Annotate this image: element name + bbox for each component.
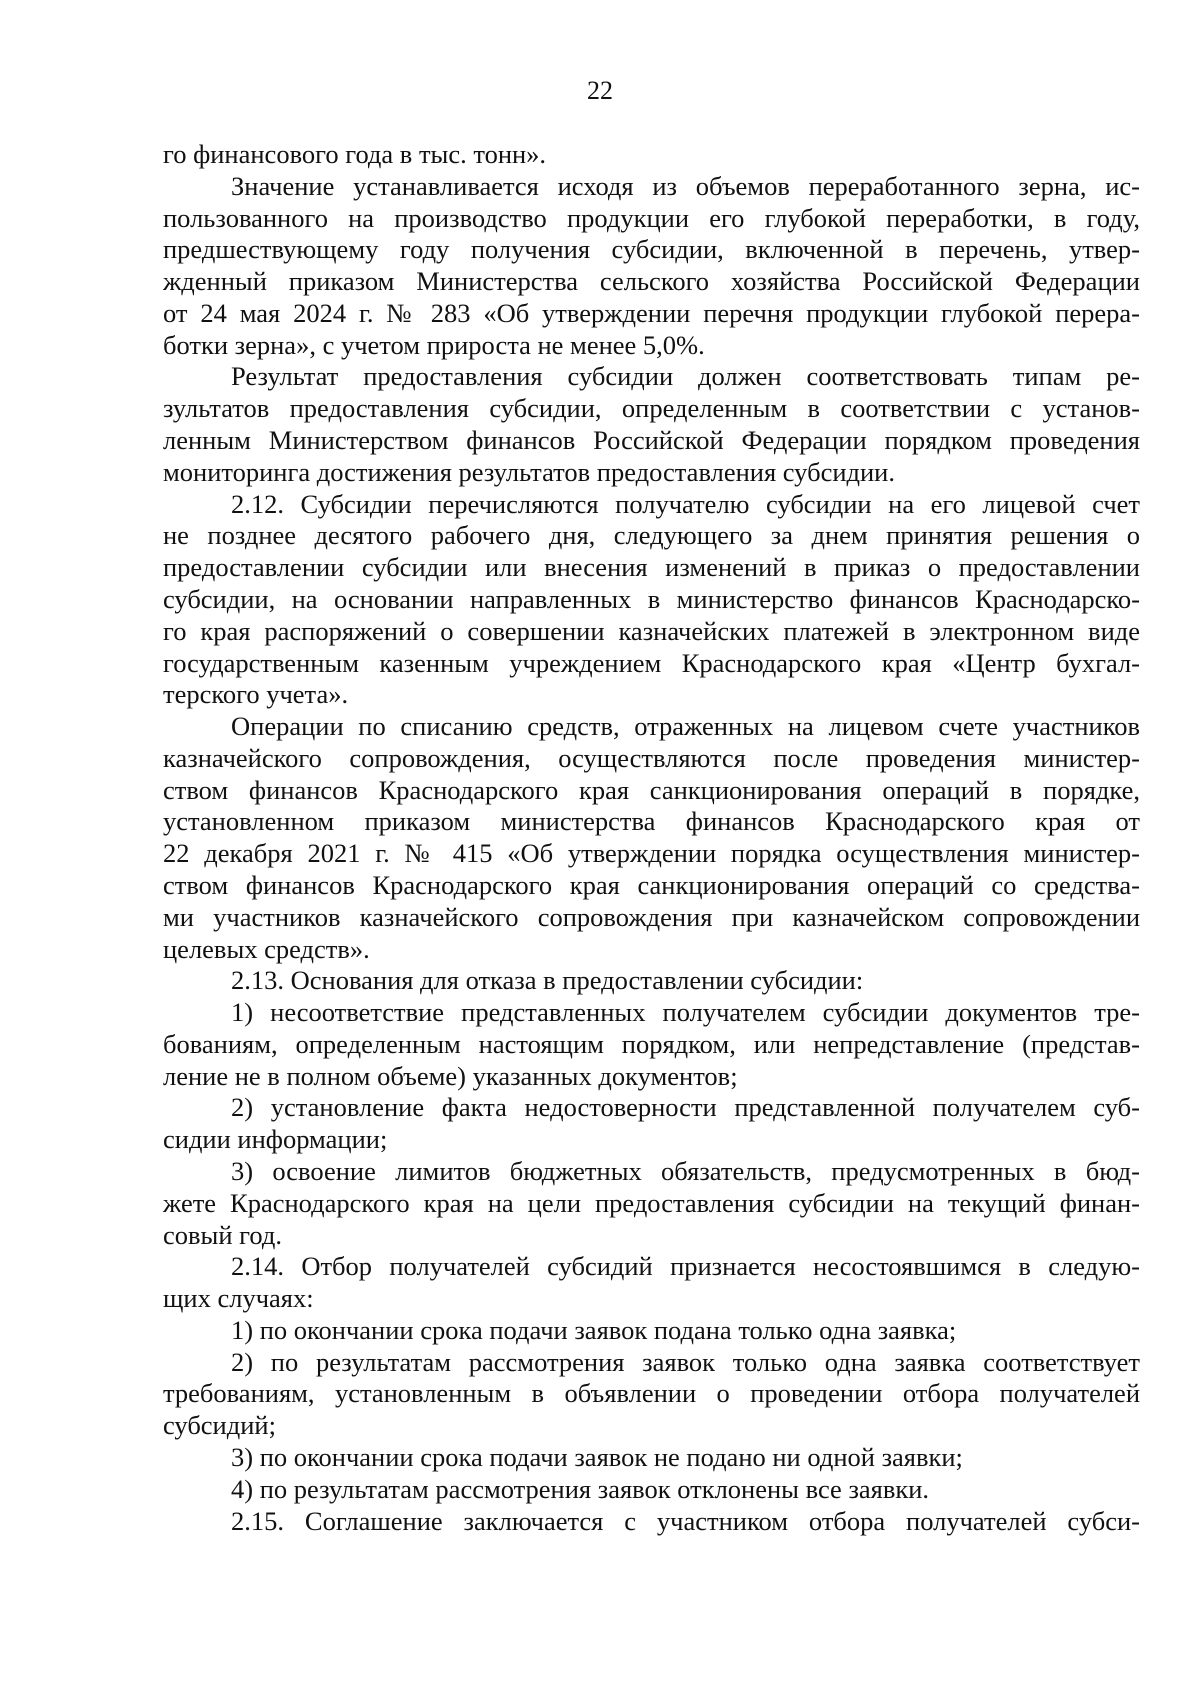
text-line: целевых средств». xyxy=(163,933,370,964)
text-line: мониторинга достижения результатов предоставления субсидии. xyxy=(163,456,895,487)
text-line: субсидий; xyxy=(163,1410,276,1441)
text-line: 1) несоответствие представленных получателем субсидии документов тре- xyxy=(231,997,1140,1028)
text-line: Операции по списанию средств, отраженных на лицевом счете участников xyxy=(231,711,1140,742)
text-line: предоставлении субсидии или внесения изменений в приказ о предоставлении xyxy=(163,552,1140,583)
text-line: зультатов предоставления субсидии, определенным в соответствии с установ- xyxy=(163,393,1140,424)
text-line: жете Краснодарского края на цели предоставления субсидии на текущий финан- xyxy=(163,1187,1140,1218)
text-line: бованиям, определенным настоящим порядком, или непредставление (представ- xyxy=(163,1028,1140,1059)
text-line: ством финансов Краснодарского края санкционирования операций в порядке, xyxy=(163,774,1140,805)
text-line: 2.13. Основания для отказа в предоставлении субсидии: xyxy=(231,965,864,996)
text-line: го края распоряжений о совершении казначейских платежей в электронном виде xyxy=(163,615,1140,646)
text-line: 3) по окончании срока подачи заявок не подано ни одной заявки; xyxy=(231,1442,963,1473)
text-line: государственным казенным учреждением Краснодарского края «Центр бухгал- xyxy=(163,647,1140,678)
text-line: 2) установление факта недостоверности представленной получателем суб- xyxy=(231,1092,1140,1123)
text-line: 2.12. Субсидии перечисляются получателю субсидии на его лицевой счет xyxy=(231,488,1140,519)
text-line: ботки зерна», с учетом прироста не менее 5,0%. xyxy=(163,329,705,360)
text-line: требованиям, установленным в объявлении о проведении отбора получателей xyxy=(163,1378,1140,1409)
text-line: не позднее десятого рабочего дня, следующего за днем принятия решения о xyxy=(163,520,1140,551)
text-line: го финансового года в тыс. тонн». xyxy=(163,139,547,169)
text-line: ленным Министерством финансов Российской Федерации порядком проведения xyxy=(163,425,1140,456)
text-line: 4) по результатам рассмотрения заявок отклонены все заявки. xyxy=(231,1473,930,1504)
text-line: предшествующему году получения субсидии, включенной в перечень, утвер- xyxy=(163,234,1140,265)
text-line: ством финансов Краснодарского края санкционирования операций со средства- xyxy=(163,869,1140,900)
text-line: установленном приказом министерства финансов Краснодарского края от xyxy=(163,806,1140,837)
text-line: 2) по результатам рассмотрения заявок только одна заявка соответствует xyxy=(231,1346,1140,1377)
text-line: сидии информации; xyxy=(163,1124,388,1155)
text-line: 22 декабря 2021 г. № 415 «Об утверждении порядка осуществления министер- xyxy=(163,838,1140,869)
text-line: 2.14. Отбор получателей субсидий признается несостоявшимся в следую- xyxy=(231,1251,1140,1282)
text-line: ление не в полном объеме) указанных документов; xyxy=(163,1060,738,1091)
text-line: пользованного на производство продукции его глубокой переработки, в году, xyxy=(163,202,1140,233)
text-line: 1) по окончании срока подачи заявок подана только одна заявка; xyxy=(231,1314,957,1345)
text-line: Результат предоставления субсидии должен соответствовать типам ре- xyxy=(231,361,1140,392)
text-line: от 24 мая 2024 г. № 283 «Об утверждении перечня продукции глубокой перера- xyxy=(163,297,1140,328)
text-line: казначейского сопровождения, осуществляются после проведения министер- xyxy=(163,742,1140,773)
text-line: Значение устанавливается исходя из объемов переработанного зерна, ис- xyxy=(231,170,1140,201)
text-line: жденный приказом Министерства сельского хозяйства Российской Федерации xyxy=(163,266,1140,297)
text-line: щих случаях: xyxy=(163,1283,314,1314)
text-line: ми участников казначейского сопровождения при казначейском сопровождении xyxy=(163,901,1140,932)
body-text xyxy=(163,140,1140,1538)
text-line: совый год. xyxy=(163,1219,282,1250)
page-number: 22 xyxy=(587,76,613,105)
text-line: субсидии, на основании направленных в министерство финансов Краснодарско- xyxy=(163,583,1140,614)
text-line: 3) освоение лимитов бюджетных обязательств, предусмотренных в бюд- xyxy=(231,1156,1140,1186)
text-line: 2.15. Соглашение заключается с участником отбора получателей субси- xyxy=(231,1505,1140,1536)
text-line: терского учета». xyxy=(163,679,349,710)
